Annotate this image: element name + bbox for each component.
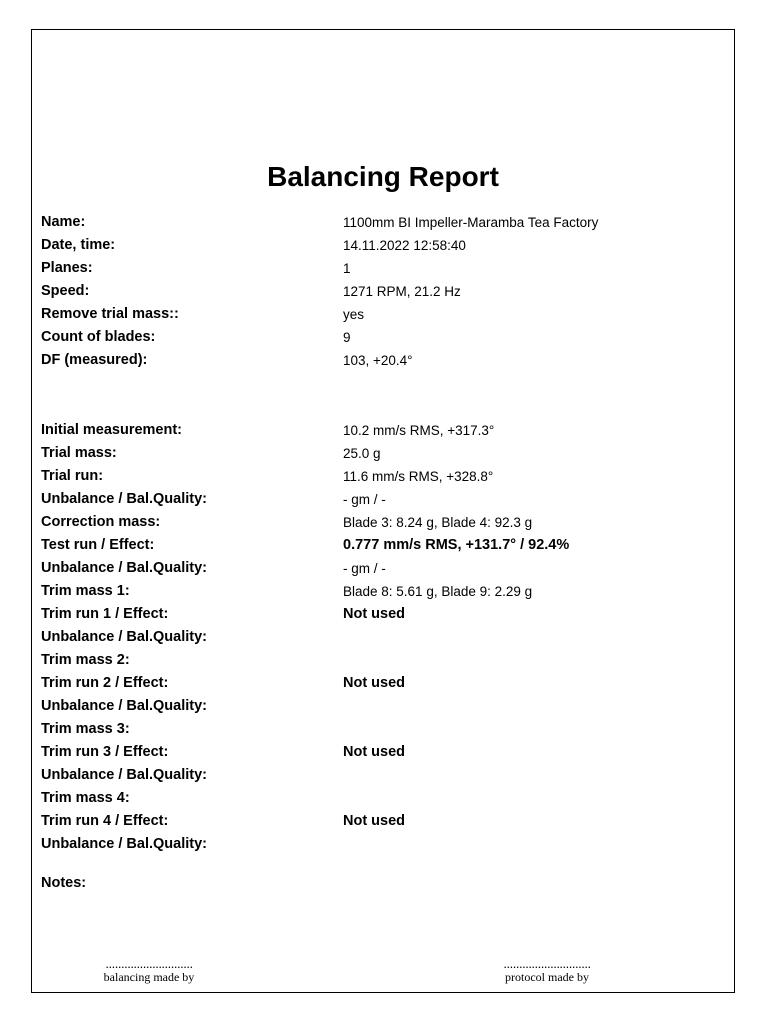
report-row: [41, 214, 731, 236]
field-label: Unbalance / Bal.Quality:: [41, 491, 207, 507]
field-value: 10.2 mm/s RMS, +317.3°: [343, 423, 495, 438]
field-label: Unbalance / Bal.Quality:: [41, 629, 207, 645]
field-label: Trim mass 1:: [41, 583, 130, 599]
field-label: Count of blades:: [41, 329, 156, 345]
report-row: [41, 237, 731, 259]
field-value: 1271 RPM, 21.2 Hz: [343, 284, 461, 299]
field-label: Initial measurement:: [41, 422, 183, 438]
field-value: Not used: [343, 813, 406, 829]
report-row: [41, 329, 731, 351]
field-value: Not used: [343, 675, 406, 691]
report-row: [41, 836, 731, 858]
report-row: [41, 422, 731, 444]
field-value: 103, +20.4°: [343, 353, 413, 368]
field-value: - gm / -: [343, 492, 386, 507]
report-row: [41, 721, 731, 743]
field-value: Blade 8: 5.61 g, Blade 9: 2.29 g: [343, 584, 533, 599]
report-row: [41, 468, 731, 490]
field-label: Test run / Effect:: [41, 537, 155, 553]
report-row: [41, 813, 731, 835]
field-value: 1: [343, 261, 351, 276]
report-row: [41, 537, 731, 559]
field-label: Unbalance / Bal.Quality:: [41, 560, 207, 576]
field-label: Unbalance / Bal.Quality:: [41, 767, 207, 783]
field-value: - gm / -: [343, 561, 386, 576]
report-row: [41, 260, 731, 282]
report-page: [31, 29, 735, 993]
report-row: [41, 352, 731, 374]
field-value: yes: [343, 307, 365, 322]
report-row: [41, 629, 731, 651]
field-label: Trim run 2 / Effect:: [41, 675, 169, 691]
field-value: 9: [343, 330, 351, 345]
report-row: [41, 583, 731, 605]
report-row: [41, 445, 731, 467]
field-value: Not used: [343, 606, 406, 622]
field-label: Name:: [41, 214, 86, 230]
report-row: [41, 675, 731, 697]
field-value: 1100mm BI Impeller-Maramba Tea Factory: [343, 215, 599, 230]
report-title: Balancing Report: [267, 161, 499, 192]
field-label: Unbalance / Bal.Quality:: [41, 698, 207, 714]
field-label: Trim run 4 / Effect:: [41, 813, 169, 829]
field-label: Trim run 1 / Effect:: [41, 606, 169, 622]
field-label: Trim mass 2:: [41, 652, 130, 668]
field-label: Date, time:: [41, 237, 116, 253]
report-row: [41, 283, 731, 305]
signature-right: [486, 958, 608, 984]
report-row: [41, 875, 731, 897]
field-label: Trim run 3 / Effect:: [41, 744, 169, 760]
field-label: DF (measured):: [41, 352, 148, 368]
field-value: 11.6 mm/s RMS, +328.8°: [343, 469, 494, 484]
report-row: [41, 767, 731, 789]
report-row: [41, 306, 731, 328]
field-value: 0.777 mm/s RMS, +131.7° / 92.4%: [343, 537, 570, 553]
field-value: Not used: [343, 744, 406, 760]
report-row: [41, 606, 731, 628]
field-value: Blade 3: 8.24 g, Blade 4: 92.3 g: [343, 515, 533, 530]
field-label: Unbalance / Bal.Quality:: [41, 836, 207, 852]
signature-caption-right: protocol made by: [505, 970, 589, 984]
report-row: [41, 698, 731, 720]
field-label: Notes:: [41, 875, 87, 891]
field-label: Planes:: [41, 260, 93, 276]
report-row: [41, 652, 731, 674]
field-label: Correction mass:: [41, 514, 161, 530]
signature-left: [86, 958, 212, 984]
signature-line: ............................: [503, 956, 591, 971]
field-label: Trim mass 3:: [41, 721, 130, 737]
field-label: Trial mass:: [41, 445, 117, 461]
report-row: [41, 560, 731, 582]
report-row: [41, 744, 731, 766]
report-row: [41, 790, 731, 812]
report-row: [41, 514, 731, 536]
signature-caption-left: balancing made by: [103, 970, 195, 984]
field-value: 14.11.2022 12:58:40: [343, 238, 466, 253]
field-label: Trim mass 4:: [41, 790, 130, 806]
signature-line: ............................: [105, 956, 193, 971]
field-label: Remove trial mass::: [41, 306, 179, 322]
report-row: [41, 491, 731, 513]
field-label: Speed:: [41, 283, 90, 299]
field-label: Trial run:: [41, 468, 104, 484]
field-value: 25.0 g: [343, 446, 381, 461]
